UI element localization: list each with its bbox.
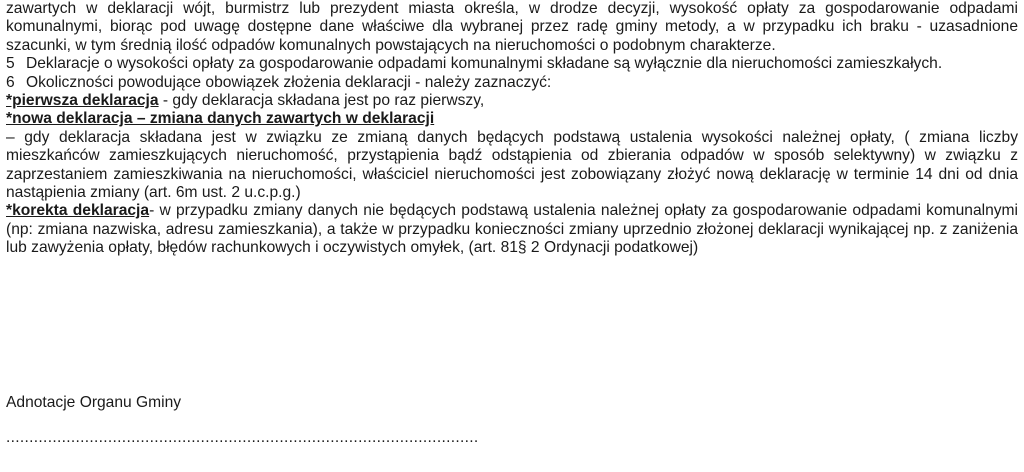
new-declaration-paragraph: – gdy deklaracja składana jest w związku ze zmianą danych będących podstawą ustalenia wysokości należnej opłaty, ( zmiana liczby mieszkańców zamieszkujących nieruchomość, przystąpienia bądź odstąpienia od zbierania odpadów w sposób selektywny) w związku z zaprzestaniem zamieszkiwania na nieruchomości, właściciel nieruchomości jest zobowiązany złożyć nową deklarację w terminie 14 dni od dnia nastąpienia zmiany (art. 6m ust. 2 u.c.p.g.): [6, 128, 1018, 202]
note-5-text: Deklaracje o wysokości opłaty za gospodarowanie odpadami komunalnymi składane są wyłącznie dla nieruchomości zamieszkałych.: [26, 55, 943, 73]
first-declaration-term: *pierwsza deklaracja: [6, 92, 159, 110]
new-declaration-heading: [6, 110, 1018, 128]
note-5-number: 5: [6, 55, 15, 73]
note-6-number: 6: [6, 73, 15, 91]
authority-annotation-label: Adnotacje Organu Gminy: [6, 394, 182, 411]
first-declaration-paragraph: [6, 92, 1018, 110]
note-5-paragraph: [6, 55, 1018, 73]
annotation-dotted-line: ......................................................................................................: [6, 429, 479, 446]
note-6-paragraph: [6, 74, 1018, 92]
correction-declaration-paragraph: [6, 202, 1018, 257]
intro-paragraph: zawartych w deklaracji wójt, burmistrz lub prezydent miasta określa, w drodze decyzji, wysokość opłaty za gospodarowanie odpadami komunalnymi, biorąc pod uwagę dostępne dane właściwe dla wybranej przez radę gminy metody, a w przypadku ich braku - uzasadnione szacunki, w tym średnią ilość odpadów komunalnych powstających na nieruchomości o podobnym charakterze.: [6, 0, 1018, 54]
first-declaration-text: - gdy deklaracja składana jest po raz pierwszy,: [158, 92, 485, 110]
correction-declaration-text: - w przypadku zmiany danych nie będących podstawą ustalenia należnej opłaty za gospodarowanie odpadami komunalnymi (np: zmiana nazwiska, adresu zamieszkania), a także w przypadku konieczności zmiany uprzednio złożonej deklaracji wynikającej np. z zaniżenia lub zawyżenia opłaty, błędów rachunkowych i oczywistych omyłek, (art. 81§ 2 Ordynacji podatkowej): [6, 202, 1019, 257]
new-declaration-term: *nowa deklaracja – zmiana danych zawartych w deklaracji: [6, 110, 435, 128]
note-6-text: Okoliczności powodujące obowiązek złożenia deklaracji - należy zaznaczyć:: [26, 73, 552, 91]
document-page: [6, 0, 1018, 258]
correction-declaration-term: *korekta deklaracja: [6, 202, 150, 220]
